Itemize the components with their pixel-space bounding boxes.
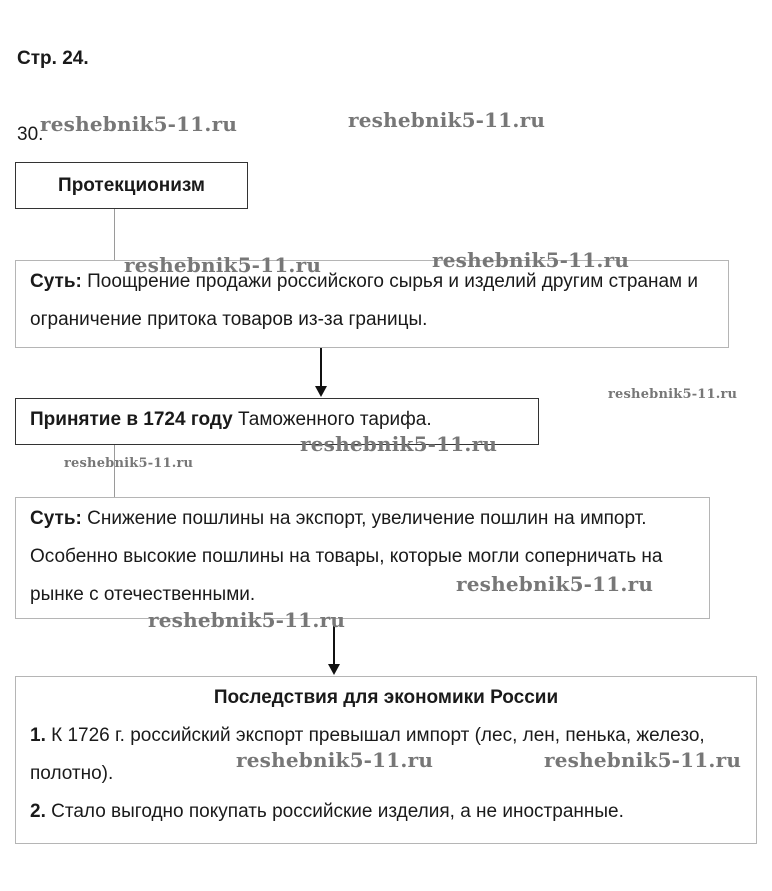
watermark: reshebnik5-11.ru: [124, 253, 322, 277]
watermark: reshebnik5-11.ru: [432, 248, 630, 272]
watermark: reshebnik5-11.ru: [40, 112, 238, 136]
essence-label-1: Суть:: [30, 271, 82, 292]
consequence-num-1: 1.: [30, 725, 46, 746]
arrow-head: [315, 386, 327, 397]
title-box: [15, 162, 248, 209]
essence-body-1: Поощрение продажи российского сырья и изделий другим странам и ограничение притока товаров из-за границы.: [30, 271, 698, 330]
page-heading: Стр. 24.: [17, 48, 89, 69]
consequence-text-1: К 1726 г. российский экспорт превышал импорт (лес, лен, пенька, железо, полотно).: [30, 725, 705, 784]
consequence-text-2: Стало выгодно покупать российские изделия, а не иностранные.: [45, 801, 624, 822]
adoption-label: Принятие в 1724 году: [30, 409, 233, 430]
title-label: Протекционизм: [58, 175, 205, 196]
essence-box-2: [15, 497, 710, 619]
essence-box-1: [15, 260, 729, 348]
watermark: reshebnik5-11.ru: [544, 748, 742, 772]
consequence-item-2: [30, 793, 742, 831]
adoption-body: Таможенного тарифа.: [232, 409, 432, 430]
consequence-num-2: 2.: [30, 801, 46, 822]
arrow-line: [320, 348, 322, 388]
watermark: reshebnik5-11.ru: [608, 387, 738, 402]
watermark: reshebnik5-11.ru: [236, 748, 434, 772]
watermark: reshebnik5-11.ru: [64, 456, 194, 471]
essence-body-2: Снижение пошлины на экспорт, увеличение пошлин на импорт. Особенно высокие пошлины на товары, которые могли соперничать на рынке с отечественными.: [30, 508, 663, 605]
connector-line: [114, 445, 115, 497]
task-number: 30.: [17, 124, 44, 145]
watermark: reshebnik5-11.ru: [148, 608, 346, 632]
consequences-title: Последствия для экономики России: [213, 687, 559, 708]
essence-label-2: Суть:: [30, 508, 82, 529]
arrow-head: [328, 664, 340, 675]
connector-line: [114, 209, 115, 260]
watermark: reshebnik5-11.ru: [348, 108, 546, 132]
watermark: reshebnik5-11.ru: [300, 432, 498, 456]
watermark: reshebnik5-11.ru: [456, 572, 654, 596]
essence-text-2: [30, 500, 689, 614]
